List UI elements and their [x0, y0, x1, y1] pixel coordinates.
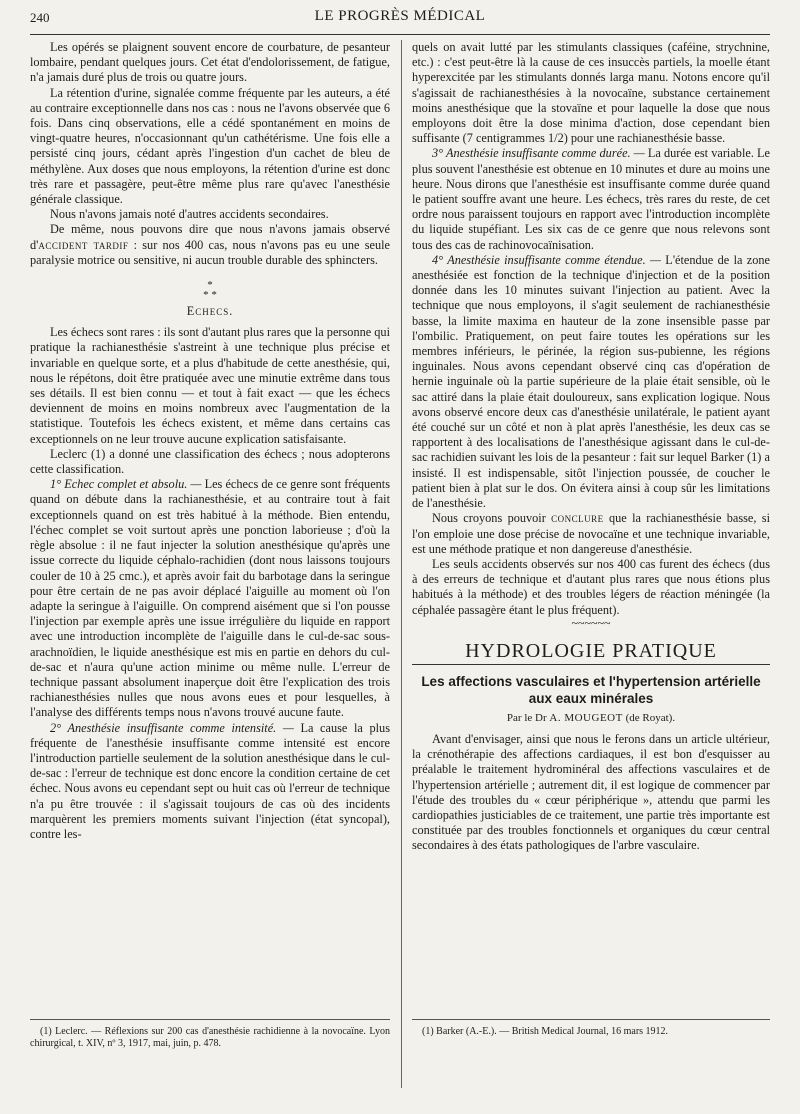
paragraph-lead: 1° Echec complet et absolu. — — [50, 477, 202, 492]
rubric-heading: HYDROLOGIE PRATIQUE — [465, 639, 717, 662]
footnote-left — [30, 1019, 390, 1050]
page-header — [30, 8, 770, 34]
paragraph: Les échecs sont rares : ils sont d'autant plus rares que la personne qui pratique la rachianesthésie s'astreint à une technique plus précise et invariable en quelque sorte, et a plus d'habitude de cette anesthésie, qui, nous le répétons, doit être pratiquée avec une minutie extrême dans tous ses détails. Il est bien connu — et tout à fait exact — que les échecs deviennent de moins en moins nombreux avec l'augmentation de la statistique. Toutefois les échecs existent, et même dans certains cas exceptionnels on ne leur trouve aucune explication satisfaisante. — [30, 325, 390, 446]
paragraph-lead: 2° Anesthésie insuffisante comme intensité. — — [50, 720, 294, 735]
paragraph: Nous n'avons jamais noté d'autres accidents secondaires. — [50, 207, 329, 222]
byline-suffix: (de Royat). — [622, 711, 676, 724]
paragraph: quels on avait lutté par les stimulants classiques (caféine, strychnine, etc.) : c'est peut-être là la cause de ces insuccès partiels, la moelle étant hyperexcitée par les stimulants donnés larga manu. Notons encore qu'il s'agissait de rachianesthésies à la novocaïne, substance certainement moins anesthésique que la stovaïne et pour laquelle la dose que nous employons doit être la dose minima d'action, dose cependant bien suffisante (7 centigrammes 1/2) pour une rachianesthésie basse. — [412, 40, 770, 146]
footnote-right — [412, 1019, 770, 1038]
rubric-rule — [412, 664, 770, 665]
paragraph-text: que la rachianesthésie basse, si l'on emploie une dose précise de novocaïne et une technique invariable, est une méthode pratique et non dangereuse d'anesthésie. — [412, 511, 770, 556]
footnote-rule — [412, 1019, 770, 1020]
footnote-text: (1) Barker (A.-E.). — British Medical Journal, 16 mars 1912. — [422, 1026, 669, 1037]
small-caps-term: conclure — [551, 511, 604, 526]
byline-prefix: Par le Dr — [506, 711, 550, 724]
ornament-line: ~~~~~~ — [571, 615, 611, 630]
paragraph-text: Nous croyons pouvoir — [432, 511, 552, 526]
paragraph: Avant d'envisager, ainsi que nous le ferons dans un article ultérieur, la crénothérapie des affections cardiaques, il est bon d'esquisser au préalable le traitement hydrominéral des affections vasculaires et de l'hypertension artérielle ; autrement dit, il est logique de commencer par l'étude des troubles du « cœur périphérique », attendu que parmi les cardiopathies justiciables de ce traitement, une partie très importante est constituée par des troubles fonctionnels et organiques du cœur central secondaires à des états pathologiques de l'arbre vasculaire. — [412, 731, 770, 853]
byline — [412, 711, 770, 726]
footnote-rule — [30, 1019, 390, 1020]
footnote-text: (1) Leclerc. — Réflexions sur 200 cas d'anesthésie rachidienne à la novocaïne. Lyon chirurgical, t. XIV, nº 3, 1917, mai, juin, p. 478. — [30, 1026, 390, 1049]
paragraph: Les seuls accidents observés sur nos 400 cas furent des échecs (dus à des erreurs de technique et d'autant plus rares que nous étions plus habitués à la méthode) et des troubles légers de réaction méningée (la céphalée passagère étant le plus fréquent). — [412, 556, 770, 617]
paragraph-lead: 4° Anesthésie insuffisante comme étendue. — — [432, 252, 661, 267]
article-title: Les affections vasculaires et l'hypertension artérielle aux eaux minérales — [421, 673, 761, 706]
paragraph — [30, 477, 390, 720]
paragraph: Leclerc (1) a donné une classification des échecs ; nous adopterons cette classification. — [30, 446, 390, 477]
paragraph — [412, 253, 770, 511]
paragraph — [412, 511, 770, 557]
page-number: 240 — [30, 10, 50, 25]
left-column — [30, 40, 390, 842]
header-rule — [30, 34, 770, 35]
small-caps-term: accident tardif — [38, 237, 129, 252]
paragraph — [30, 222, 390, 268]
paragraph: La rétention d'urine, signalée comme fréquente par les auteurs, a été au contraire exceptionnelle dans nos cas : nous ne l'avons observée que 6 fois. Dans cinq observations, elle a cédé spontanément en moins de vingt-quatre heures, n'occasionnant qu'un cathétérisme. Une fois elle a persisté cinq jours, cédant après l'ingestion d'un cachet de bleu de méthylène. Aux doses que nous employons, la rétention d'urine est donc très rare et passagère, peut-être même plus rare qu'avec l'anesthésie générale classique. — [30, 85, 390, 207]
paragraph-text: : sur nos 400 cas, nous n'avons pas eu une seule paralysie motrice ou sensitive, ni aucun trouble durable des sphincters. — [30, 237, 390, 267]
paragraph-text: La cause la plus fréquente de l'anesthésie insuffisante comme intensité est encore l'introduction partielle seulement de la solution anesthésique dans le cul-de-sac : l'erreur de technique est donc encore la condition certaine de cet échec. Nous avons eu cependant sept ou huit cas où l'erreur de technique n'a pu être trouvée : il s'agissait toujours de cas où des incidents marquèrent les premiers moments suivant l'injection (état syncopal), contre les- — [30, 720, 390, 841]
journal-title: LE PROGRÈS MÉDICAL — [314, 8, 486, 24]
column-divider — [401, 40, 402, 1088]
paragraph-lead: 3° Anesthésie insuffisante comme durée. — — [432, 146, 645, 161]
asterism-ornament: * * * — [203, 279, 217, 302]
paragraph — [30, 721, 390, 843]
byline-author: A. MOUGEOT — [549, 711, 623, 724]
paragraph-text: De même, nous pouvons dire que nous n'avons jamais observé d' — [30, 222, 390, 252]
paragraph — [412, 146, 770, 252]
right-column — [412, 40, 770, 854]
paragraph-text: La durée est variable. Le plus souvent l'anesthésie est obtenue en 10 minutes et dure au moins une heure. Nous dirons que l'anesthésie est insuffisante comme durée quand le patient souffre avant une heure. Les échecs, très rares du reste, de cet ordre nous paraissent toujours en rapport avec l'introduction incomplète du liquide stupéfiant. Les six cas de ce genre que nous relevons sont tous des cas de rachinovocaïnisation. — [412, 146, 771, 252]
paragraph: Les opérés se plaignent souvent encore de courbature, de pesanteur lombaire, pendant quelques jours. Cet état d'endolorissement, de fatigue, n'a jamais duré plus de trois ou quatre jours. — [30, 40, 390, 85]
paragraph-text: Les échecs de ce genre sont fréquents quand on débute dans la rachianesthésie, et au contraire tout à fait exceptionnels quand on est très habitué à la méthode. Bien entendu, l'échec complet se voit surtout après une ponction laborieuse ; d'où la règle absolue : il ne faut injecter la solution anesthésique qu'après une issue correcte du liquide céphalo-rachidien (dont nous laissons toujours couler de 10 à 25 cmc.), et après avoir fait du barbotage dans la seringue pour être certain de ne pas avoir déplacé l'aiguille au moment où l'on adapte la seringue à l'aiguille. On comprend aisément que si l'on pousse l'injection par exemple après une issue irrégulière du liquide en rapport avec une introduction incomplète de l'aiguille dans le cul-de-sac sous-arachnoïdien, le liquide anesthésique est mis en partie en dehors du cul-de-sac et n'aura qu'une action minime ou même nulle. L'erreur de technique passant absolument inaperçue doit être l'explication des trois rachianesthésies nulles que nous avons eues et pour lesquelles, à l'analyse des différents temps nous n'avons trouvé aucune faute. — [30, 477, 391, 720]
paragraph-text: L'étendue de la zone anesthésiée est fonction de la technique d'injection et de la position donnée dans les 10 minutes suivant l'injection au patient. Avec la technique que nous employons, il s'agit seulement de rachianesthésie basse, la limite maxima en hauteur de la zone insensible passe par l'ombilic. Pratiquement, on peut faire toutes les opérations sur les membres inférieurs, le périnée, la région sus-pubienne, les régions inguinales. Nous avons cependant observé cinq cas d'opération de hernie inguinale où la partie supérieure de la plaie était sensible, où le sac attiré dans la plaie était douloureux, sans explication logique. Nous avons observé encore deux cas d'anesthésie unilatérale, le patient ayant été couché sur un côté et non à plat après l'anesthésie, les deux cas se rapportent à des localisations de l'anesthésique agissant dans le cul-de-sac rachidien suivant les lois de la pesanteur : fait sur lequel Barker (1) a insisté. Il est indispensable, sitôt l'injection poussée, de coucher le patient bien à plat sur le dos. On évitera ainsi à coup sûr les limitations de l'anesthésie. — [412, 252, 771, 511]
section-heading-echecs: Echecs. — [186, 304, 234, 319]
